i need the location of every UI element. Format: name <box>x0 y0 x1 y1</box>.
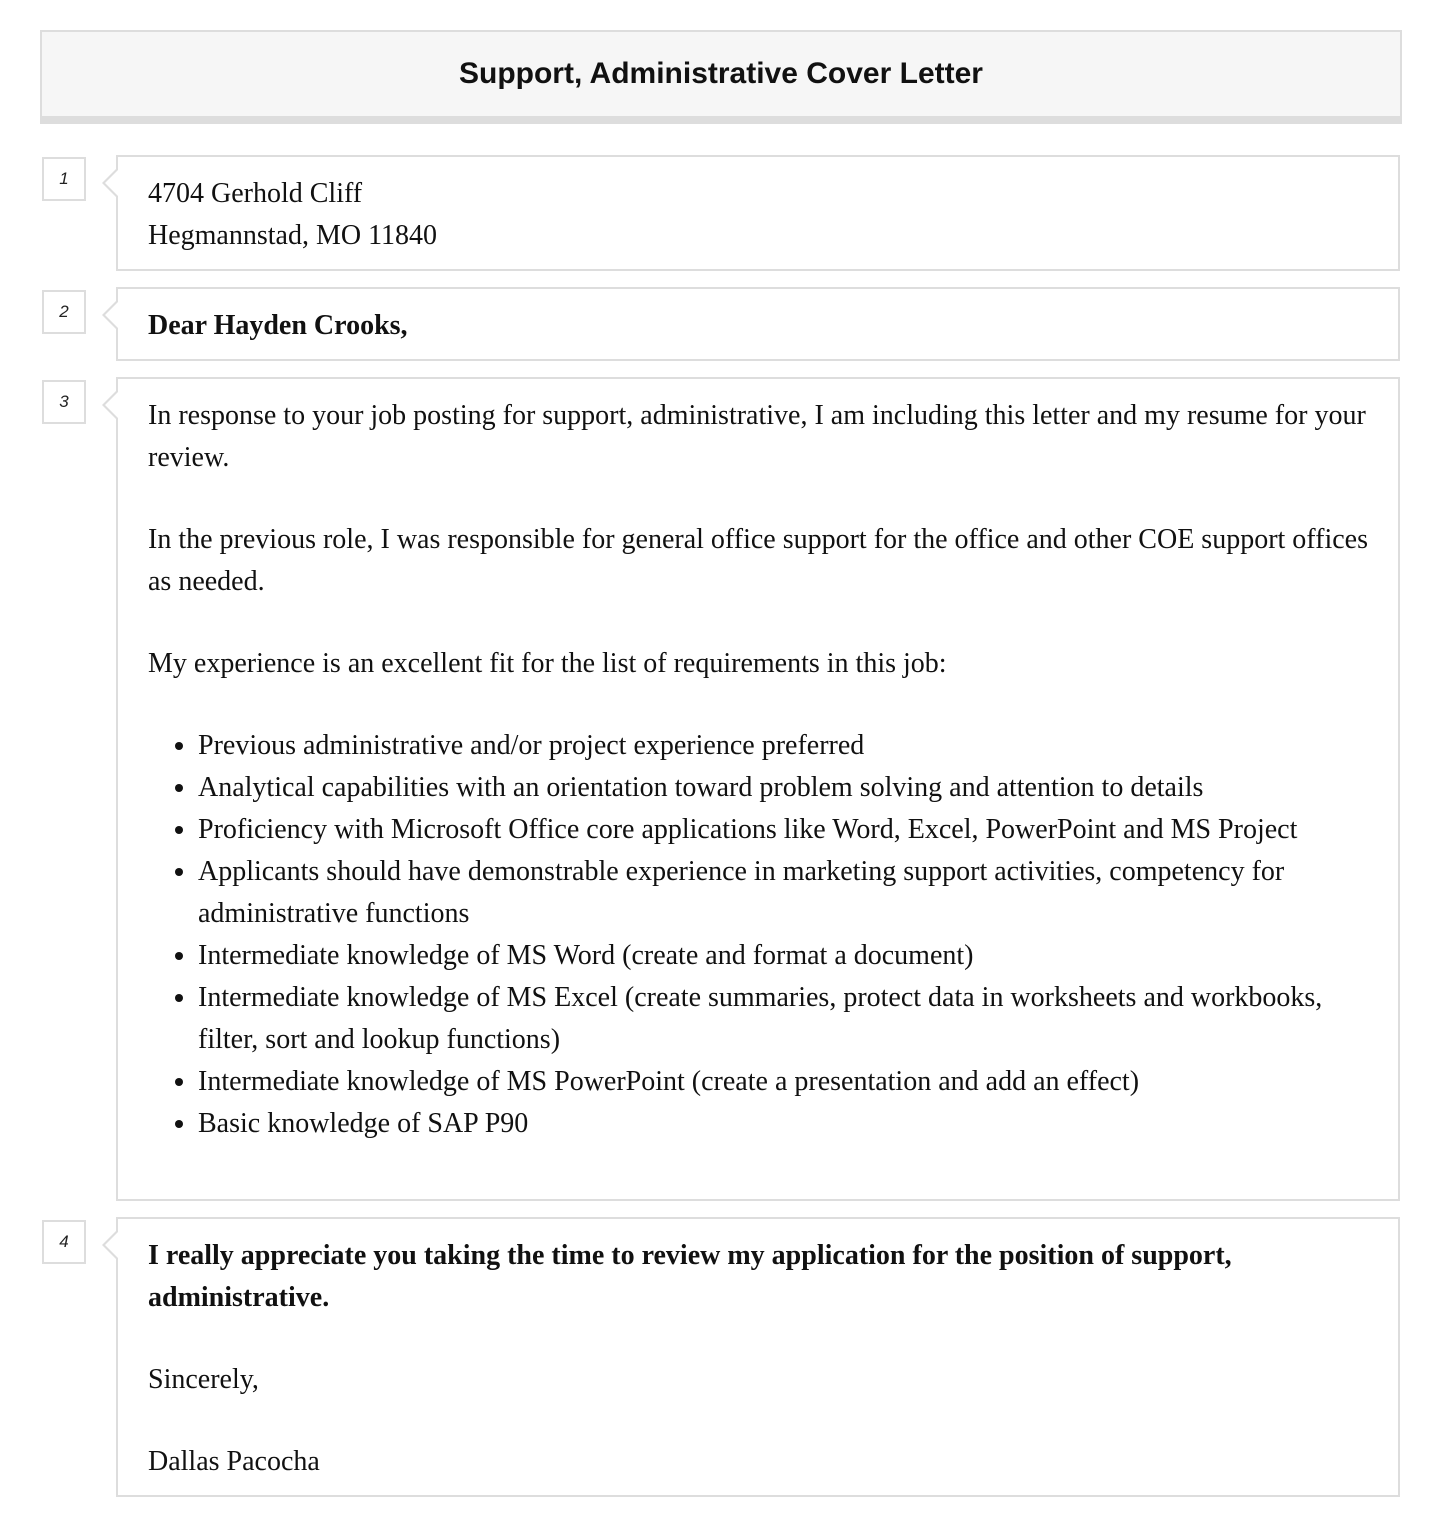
list-item: • Proficiency with Microsoft Office core applications like Word, Excel, PowerPoint and MS Project <box>198 809 1368 851</box>
greeting-section <box>116 287 1400 361</box>
list-item: • Intermediate knowledge of MS Excel (create summaries, protect data in worksheets and workbooks, filter, sort and lookup functions) <box>198 977 1368 1061</box>
list-item: • Applicants should have demonstrable experience in marketing support activities, competency for administrative functions <box>198 851 1368 935</box>
body-paragraph-2: In the previous role, I was responsible for general office support for the office and other COE support offices as needed. <box>148 524 1368 597</box>
list-item: • Analytical capabilities with an orientation toward problem solving and attention to details <box>198 767 1368 809</box>
signoff: Sincerely, <box>148 1364 259 1395</box>
section-number-2: 2 <box>42 290 86 334</box>
list-item: • Previous administrative and/or project experience preferred <box>198 725 1368 767</box>
section-number-3: 3 <box>42 380 86 424</box>
section-number-4: 4 <box>42 1220 86 1264</box>
address-section <box>116 155 1400 271</box>
list-item: • Intermediate knowledge of MS PowerPoint (create a presentation and add an effect) <box>198 1061 1368 1103</box>
body-paragraph-3: My experience is an excellent fit for the list of requirements in this job: <box>148 648 947 679</box>
closing-statement: I really appreciate you taking the time to review my application for the position of support, administrative. <box>148 1240 1232 1313</box>
list-item: • Intermediate knowledge of MS Word (create and format a document) <box>198 935 1368 977</box>
requirements-list <box>148 725 1368 1145</box>
body-section <box>116 377 1400 1201</box>
signature-name: Dallas Pacocha <box>148 1446 320 1477</box>
page-title: Support, Administrative Cover Letter <box>459 57 983 90</box>
address-line-2: Hegmannstad, MO 11840 <box>148 220 438 251</box>
list-item: • Basic knowledge of SAP P90 <box>198 1103 1368 1145</box>
page-header <box>40 30 1402 124</box>
address-line-1: 4704 Gerhold Cliff <box>148 178 363 209</box>
body-paragraph-1: In response to your job posting for support, administrative, I am including this letter and my resume for your review. <box>148 400 1366 473</box>
closing-section <box>116 1217 1400 1497</box>
greeting: Dear Hayden Crooks, <box>148 310 408 341</box>
section-number-1: 1 <box>42 157 86 201</box>
